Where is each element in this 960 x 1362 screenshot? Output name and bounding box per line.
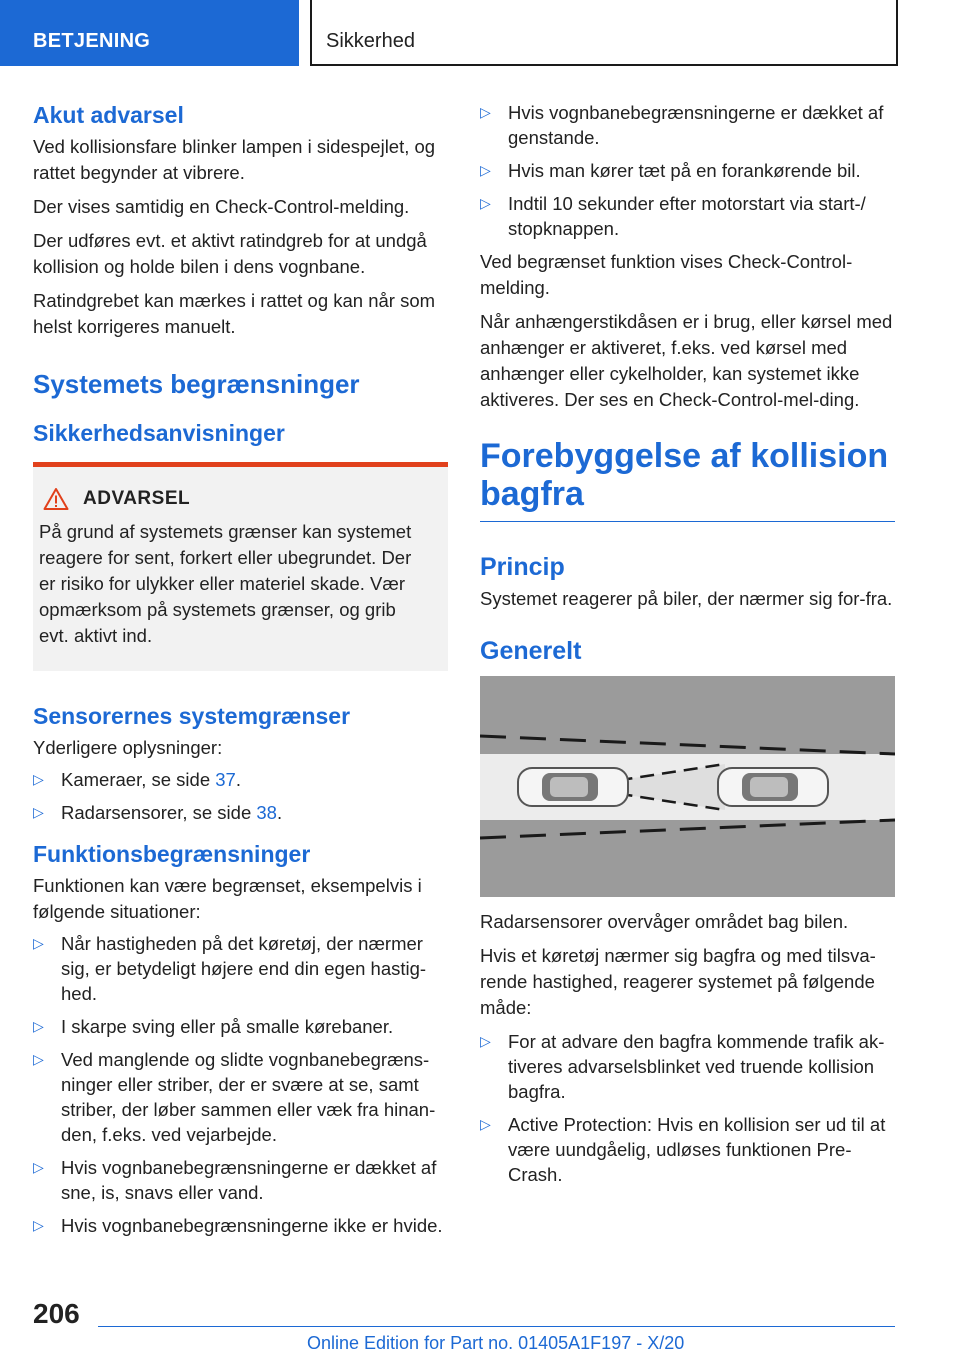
sensor-intro: Yderligere oplysninger: xyxy=(33,737,223,758)
right-column xyxy=(480,100,895,1195)
right-paragraph-2: Når anhængerstikdåsen er i brug, eller kørsel med anhænger er aktiveret, f.eks. ved kørsel med anhænger eller cykelholder, kan systemet ikke aktiveres. Der ses en Check-Control-mel-ding. xyxy=(480,311,893,410)
list-item xyxy=(480,158,895,183)
list-item-text: Indtil 10 sekunder efter motorstart via start-/ stopknappen. xyxy=(508,193,866,239)
funktion-list xyxy=(33,931,448,1238)
triangle-bullet-icon: ▷ xyxy=(33,935,44,951)
sensorernes-systemgraenser-heading: Sensorernes systemgrænser xyxy=(33,703,351,729)
right-paragraph-3: Radarsensorer overvåger området bag bilen. xyxy=(480,911,849,932)
akut-advarsel-heading: Akut advarsel xyxy=(33,102,184,128)
list-item xyxy=(33,1047,448,1147)
sensor-list xyxy=(33,767,448,825)
right-paragraph-1: Ved begrænset funktion vises Check-Control-melding. xyxy=(480,251,853,298)
list-item-text: Hvis vognbanebegrænsningerne er dækket af sne, is, snavs eller vand. xyxy=(61,1157,437,1203)
list-item xyxy=(33,1014,448,1039)
funktionsbegraensninger-heading: Funktionsbegrænsninger xyxy=(33,841,311,867)
generelt-heading: Generelt xyxy=(480,637,582,665)
list-item xyxy=(33,767,448,792)
top-condition-list xyxy=(480,100,895,241)
list-item xyxy=(33,1155,448,1205)
systemets-begraensninger-heading: Systemets begrænsninger xyxy=(33,369,360,399)
list-item-text: Når hastigheden på det køretøj, der nærmer sig, er betydeligt højere end din egen hastig-hed. xyxy=(61,933,427,1004)
warning-box xyxy=(33,462,448,671)
rear-collision-diagram xyxy=(480,676,895,897)
sikkerhedsanvisninger-heading: Sikkerhedsanvisninger xyxy=(33,420,285,446)
right-paragraph-4: Hvis et køretøj nærmer sig bagfra og med tilsva-rende hastighed, reagerer systemet på følgende måde: xyxy=(480,945,876,1018)
akut-paragraph-4: Ratindgrebet kan mærkes i rattet og kan når som helst korrigeres manuelt. xyxy=(33,290,436,337)
list-item-end: . xyxy=(235,769,241,790)
triangle-bullet-icon: ▷ xyxy=(33,804,44,820)
rear-car-icon xyxy=(518,768,628,806)
princip-heading: Princip xyxy=(480,553,565,581)
header-section-label: BETJENING xyxy=(33,30,151,52)
triangle-bullet-icon: ▷ xyxy=(480,195,491,211)
triangle-bullet-icon: ▷ xyxy=(33,1018,44,1034)
page-link-38[interactable]: 38 xyxy=(256,802,277,823)
list-item-text: Hvis man kører tæt på en forankørende bil. xyxy=(508,160,861,181)
footer-edition: Online Edition for Part no. 01405A1F197 - X/20 xyxy=(307,1333,685,1353)
triangle-bullet-icon: ▷ xyxy=(33,771,44,787)
akut-paragraph-2: Der vises samtidig en Check-Control-melding. xyxy=(33,196,410,217)
list-item xyxy=(33,800,448,825)
triangle-bullet-icon: ▷ xyxy=(480,1033,491,1049)
list-item-end: . xyxy=(276,802,283,823)
list-item-text: Radarsensorer, se side xyxy=(61,802,257,823)
warning-header xyxy=(43,487,430,511)
list-item xyxy=(480,1112,895,1187)
list-item-text: Kameraer, se side xyxy=(61,769,216,790)
header-chapter-tab xyxy=(310,0,898,66)
warning-triangle-icon xyxy=(43,487,69,511)
triangle-bullet-icon: ▷ xyxy=(480,162,491,178)
forebyggelse-heading: Forebyggelse af kollision bagfra xyxy=(480,437,895,522)
triangle-bullet-icon: ▷ xyxy=(33,1159,44,1175)
list-item-text: For at advare den bagfra kommende trafik ak-tiveres advarselsblinket ved truende kollision bagfra. xyxy=(508,1031,885,1102)
princip-text: Systemet reagerer på biler, der nærmer sig for-fra. xyxy=(480,588,893,609)
list-item-text: Ved manglende og slidte vognbanebegræns-ninger eller striber, der er svære at se, samt striber, der løber sammen eller væk fra hinan-den, f.eks. ved vejarbejde. xyxy=(61,1049,436,1145)
page-number: 206 xyxy=(33,1298,80,1329)
list-item-text: Hvis vognbanebegrænsningerne ikke er hvide. xyxy=(61,1215,443,1236)
bottom-reaction-list xyxy=(480,1029,895,1187)
akut-paragraph-3: Der udføres evt. et aktivt ratindgreb for at undgå kollision og holde bilen i dens vognbane. xyxy=(33,230,427,277)
left-column xyxy=(33,100,448,1246)
funktion-intro: Funktionen kan være begrænset, eksempelvis i følgende situationer: xyxy=(33,875,422,922)
footer-rule xyxy=(98,1326,895,1327)
list-item-text: I skarpe sving eller på smalle kørebaner. xyxy=(61,1016,394,1037)
warning-text: På grund af systemets grænser kan systemet reagere for sent, forkert eller ubegrundet. Der er risiko for ulykker eller materiel skade. Vær opmærksom på systemets grænser, og grib evt. aktivt ind. xyxy=(39,521,412,646)
triangle-bullet-icon: ▷ xyxy=(480,1116,491,1132)
triangle-bullet-icon: ▷ xyxy=(33,1217,44,1233)
header-section-tab xyxy=(0,0,299,66)
list-item xyxy=(33,931,448,1006)
list-item xyxy=(33,1213,448,1238)
list-item-text: Hvis vognbanebegrænsningerne er dækket af genstande. xyxy=(508,102,884,148)
triangle-bullet-icon: ▷ xyxy=(33,1051,44,1067)
list-item xyxy=(480,1029,895,1104)
header-chapter-label: Sikkerhed xyxy=(326,30,415,52)
triangle-bullet-icon: ▷ xyxy=(480,104,491,120)
page-link-37[interactable]: 37 xyxy=(215,769,236,790)
akut-paragraph-1: Ved kollisionsfare blinker lampen i sidespejlet, og rattet begynder at vibrere. xyxy=(33,136,436,183)
warning-label: ADVARSEL xyxy=(83,488,191,509)
list-item-text: Active Protection: Hvis en kollision ser ud til at være uundgåelig, udløses funktionen Pre-Crash. xyxy=(508,1114,886,1185)
list-item xyxy=(480,191,895,241)
list-item xyxy=(480,100,895,150)
front-car-icon xyxy=(718,768,828,806)
